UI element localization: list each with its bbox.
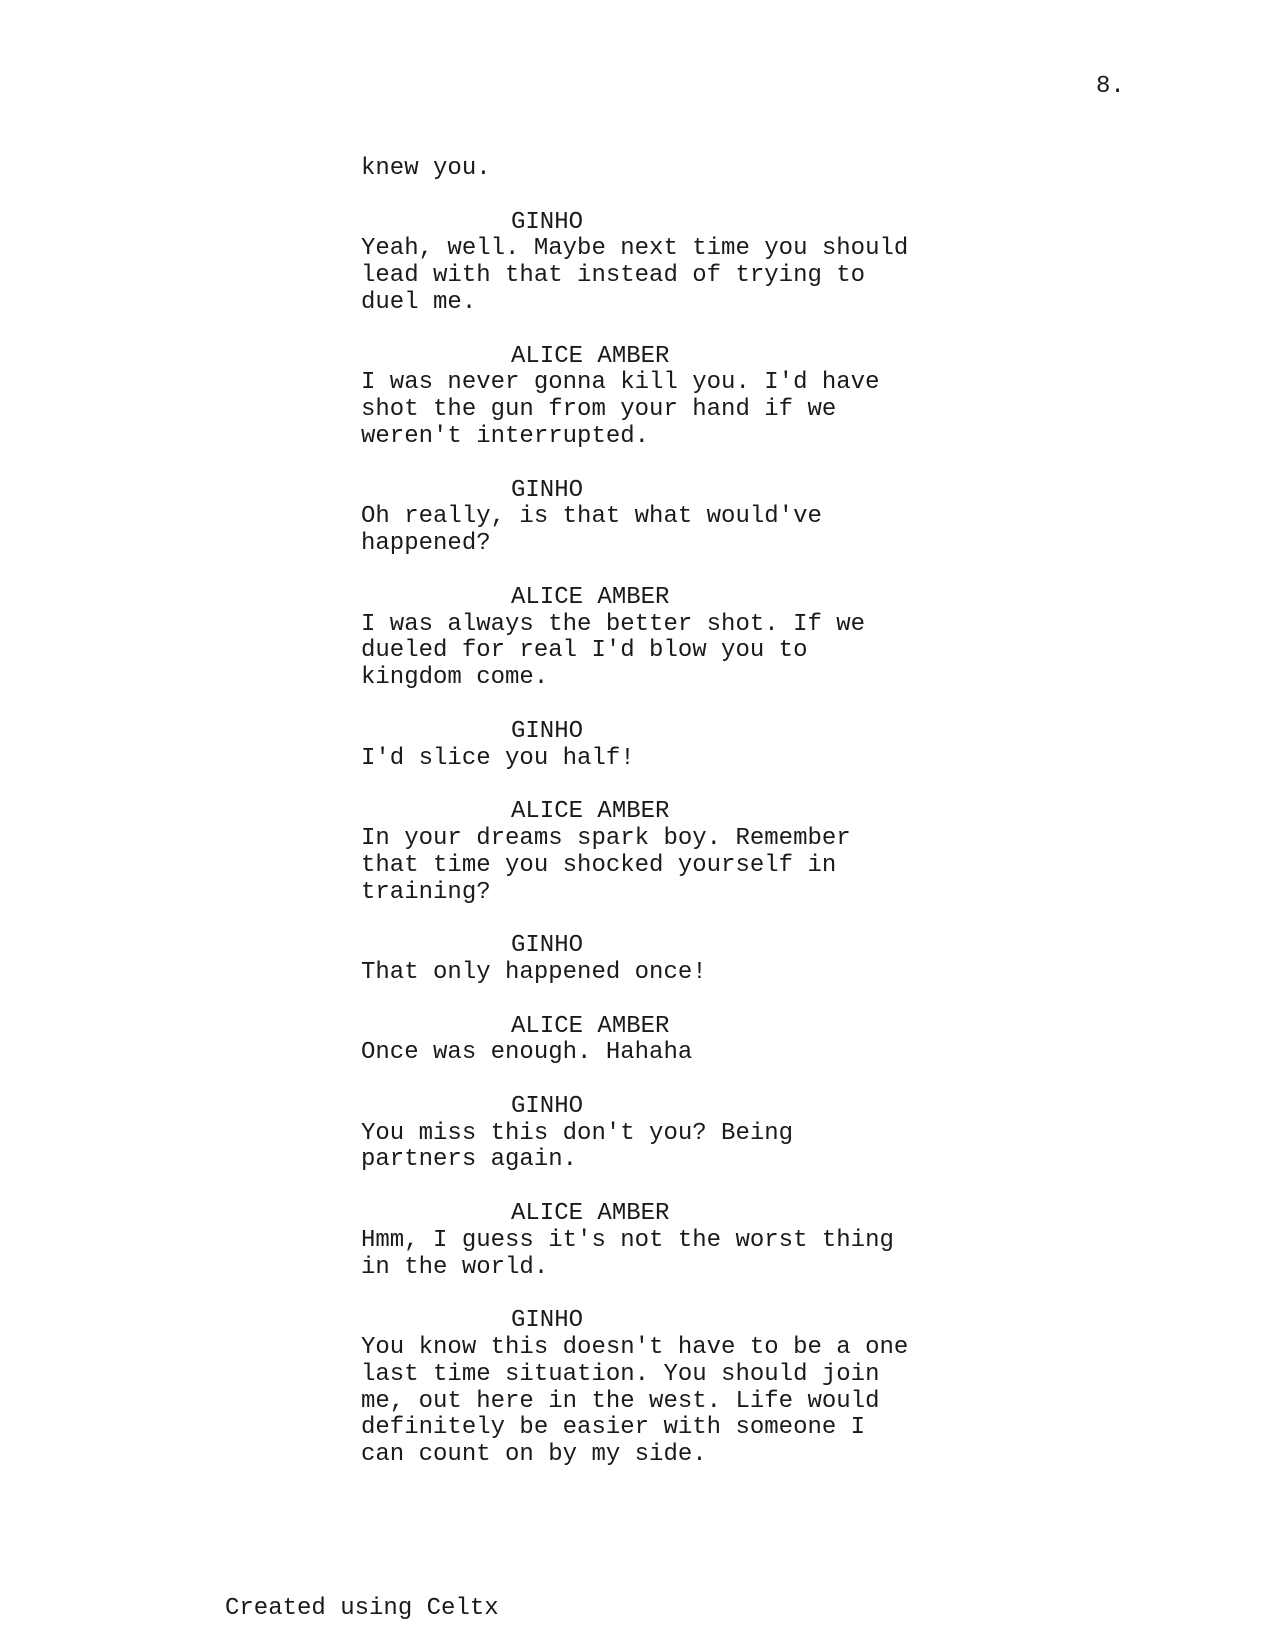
- blank-line: [361, 558, 961, 585]
- dialogue-line: In your dreams spark boy. Remember: [361, 824, 851, 852]
- page-number: 8.: [1096, 73, 1125, 100]
- character-name: ALICE AMBER: [511, 1200, 670, 1228]
- dialogue-line: knew you.: [361, 155, 491, 182]
- blank-line: [361, 906, 961, 933]
- dialogue-line: I was never gonna kill you. I'd have: [361, 369, 880, 397]
- character-name: GINHO: [511, 717, 584, 745]
- character-name: GINHO: [511, 476, 584, 504]
- dialogue-line: partners again.: [361, 1146, 578, 1174]
- blank-line: [361, 183, 961, 210]
- dialogue-line: me, out here in the west. Life would: [361, 1387, 880, 1415]
- character-name: ALICE AMBER: [511, 1012, 670, 1040]
- dialogue-line: duel me.: [361, 288, 477, 316]
- blank-line: [361, 1174, 961, 1201]
- dialogue-line: happened?: [361, 530, 491, 558]
- dialogue-line: Yeah, well. Maybe next time you should: [361, 235, 909, 263]
- dialogue-line: I was always the better shot. If we: [361, 610, 866, 638]
- character-name: ALICE AMBER: [511, 583, 670, 611]
- dialogue-line: Oh really, is that what would've: [361, 503, 822, 531]
- dialogue-line: You know this doesn't have to be a one: [361, 1334, 909, 1362]
- blank-line: [361, 692, 961, 719]
- dialogue-line: definitely be easier with someone I: [361, 1414, 866, 1442]
- character-name: GINHO: [511, 932, 584, 960]
- dialogue-line: kingdom come.: [361, 664, 549, 692]
- dialogue-line: can count on by my side.: [361, 1441, 707, 1469]
- character-name: ALICE AMBER: [511, 798, 670, 826]
- blank-line: [361, 317, 961, 344]
- character-name: GINHO: [511, 208, 584, 236]
- character-name: ALICE AMBER: [511, 342, 670, 370]
- blank-line: [361, 1067, 961, 1094]
- dialogue-line: dueled for real I'd blow you to: [361, 637, 808, 665]
- character-name: GINHO: [511, 1307, 584, 1335]
- blank-line: [361, 987, 961, 1014]
- dialogue-line: shot the gun from your hand if we: [361, 396, 837, 424]
- screenplay-body: [361, 156, 961, 1469]
- blank-line: [361, 451, 961, 478]
- dialogue-line: lead with that instead of trying to: [361, 262, 866, 290]
- dialogue-line: I'd slice you half!: [361, 744, 635, 772]
- blank-line: [361, 1281, 961, 1308]
- dialogue-line: last time situation. You should join: [361, 1360, 880, 1388]
- dialogue-line: training?: [361, 878, 491, 906]
- footer-credit: Created using Celtx: [225, 1595, 499, 1622]
- dialogue-line: weren't interrupted.: [361, 422, 650, 450]
- dialogue-line: You miss this don't you? Being: [361, 1119, 794, 1147]
- dialogue-line: That only happened once!: [361, 958, 707, 986]
- blank-line: [361, 772, 961, 799]
- dialogue-line: in the world.: [361, 1253, 549, 1281]
- character-name: GINHO: [511, 1092, 584, 1120]
- dialogue-line: Once was enough. Hahaha: [361, 1039, 693, 1067]
- dialogue-line: that time you shocked yourself in: [361, 851, 837, 879]
- dialogue-line: Hmm, I guess it's not the worst thing: [361, 1226, 894, 1254]
